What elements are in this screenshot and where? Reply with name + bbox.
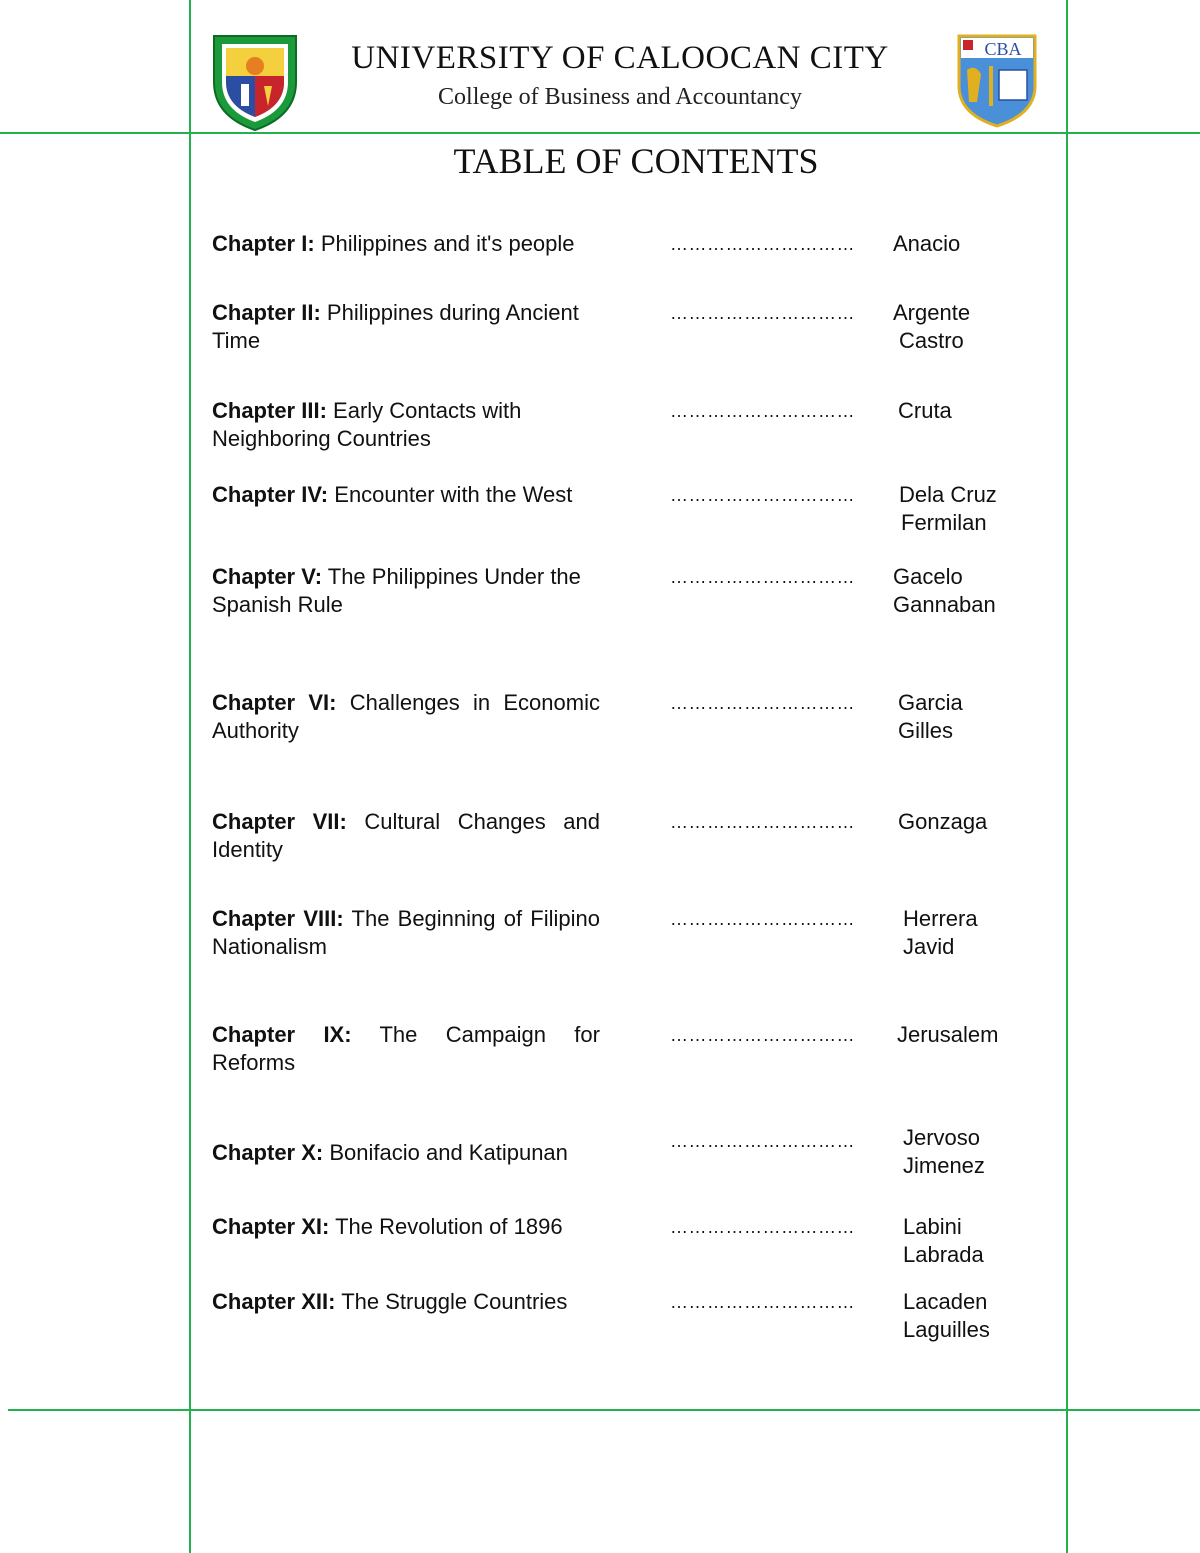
- chapter-authors: Garcia Gilles: [898, 690, 963, 743]
- chapter-authors: Gonzaga: [898, 809, 988, 834]
- chapter-title: Chapter XII: The Struggle Countries: [212, 1289, 568, 1314]
- cba-logo-text: CBA: [984, 39, 1022, 59]
- dot-leader: …………………………: [670, 909, 855, 929]
- dot-leader: …………………………: [670, 1131, 855, 1151]
- dot-leader: …………………………: [670, 485, 855, 505]
- dot-leader: …………………………: [670, 1025, 855, 1045]
- chapter-title: Chapter I: Philippines and it's people: [212, 231, 575, 256]
- chapter-title: Chapter IX: The Campaign for Reforms: [212, 1022, 600, 1075]
- chapter-authors: Argente Castro: [893, 300, 971, 353]
- dot-leader: …………………………: [670, 234, 855, 254]
- right-guide-line: [1066, 0, 1068, 1553]
- dot-leader: …………………………: [670, 401, 855, 421]
- dot-leader: …………………………: [670, 303, 855, 323]
- chapter-label: Chapter IX:: [212, 1022, 352, 1047]
- chapter-authors: Herrera Javid: [903, 906, 978, 959]
- chapter-title: Chapter VII: Cultural Changes and Identity: [212, 809, 600, 862]
- chapter-label: Chapter XII:: [212, 1289, 336, 1314]
- chapter-label: Chapter XI:: [212, 1214, 330, 1239]
- chapter-authors: Lacaden Laguilles: [903, 1289, 990, 1342]
- chapter-title: Chapter X: Bonifacio and Katipunan: [212, 1140, 568, 1165]
- dot-leader: …………………………: [670, 1292, 855, 1312]
- chapter-label: Chapter V:: [212, 564, 323, 589]
- chapter-title: Chapter V: The Philippines Under the Spanish Rule: [212, 564, 581, 617]
- chapter-authors: Anacio: [893, 231, 961, 256]
- chapter-authors: Labini Labrada: [903, 1214, 984, 1267]
- chapter-label: Chapter VIII:: [212, 906, 344, 931]
- top-guide-line: [0, 132, 1200, 134]
- chapter-title: Chapter III: Early Contacts with Neighboring Countries: [212, 398, 522, 451]
- chapter-label: Chapter VII:: [212, 809, 347, 834]
- dot-leader: …………………………: [670, 812, 855, 832]
- left-guide-line: [189, 0, 191, 1553]
- chapter-authors: Jervoso Jimenez: [903, 1125, 985, 1178]
- cba-logo: [955, 30, 1039, 130]
- dot-leader: …………………………: [670, 693, 855, 713]
- chapter-title: Chapter VIII: The Beginning of Filipino Nationalism: [212, 906, 600, 959]
- chapter-label: Chapter II:: [212, 300, 321, 325]
- chapter-label: Chapter IV:: [212, 482, 329, 507]
- chapter-authors: Jerusalem: [897, 1022, 999, 1047]
- bottom-guide-line: [8, 1409, 1200, 1411]
- university-name: UNIVERSITY OF CALOOCAN CITY: [351, 40, 889, 76]
- dot-leader: …………………………: [670, 1217, 855, 1237]
- chapter-label: Chapter VI:: [212, 690, 337, 715]
- chapter-authors: Cruta: [898, 398, 952, 423]
- chapter-title: Chapter XI: The Revolution of 1896: [212, 1214, 563, 1239]
- chapter-title: Chapter II: Philippines during Ancient Time: [212, 300, 579, 353]
- toc-heading: TABLE OF CONTENTS: [453, 141, 819, 181]
- dot-leader: …………………………: [670, 567, 855, 587]
- chapter-title: Chapter VI: Challenges in Economic Authority: [212, 690, 600, 743]
- chapter-title: Chapter IV: Encounter with the West: [212, 482, 573, 507]
- chapter-authors: Dela Cruz Fermilan: [899, 482, 997, 535]
- college-name: College of Business and Accountancy: [438, 84, 802, 110]
- chapter-label: Chapter I:: [212, 231, 315, 256]
- chapter-authors: Gacelo Gannaban: [893, 564, 996, 617]
- chapter-label: Chapter X:: [212, 1140, 324, 1165]
- chapter-label: Chapter III:: [212, 398, 327, 423]
- university-seal-logo: [208, 30, 302, 134]
